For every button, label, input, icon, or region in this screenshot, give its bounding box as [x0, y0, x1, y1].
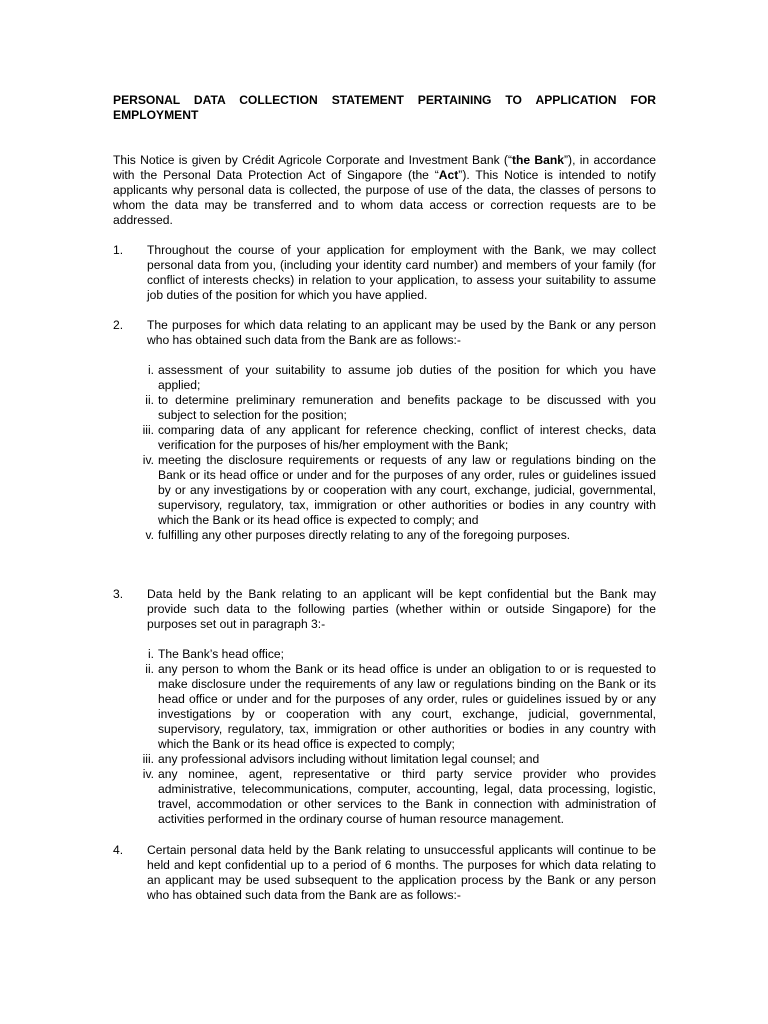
section-number: 1. [113, 243, 124, 257]
list-item-number: iv. [142, 453, 154, 467]
section-text: The purposes for which data relating to an applicant may be used by the Bank or any person who has obtained such data from the Bank are as follows:- [147, 318, 656, 347]
list-item-text: meeting the disclosure requirements or requests of any law or regulations binding on the Bank or its head office or under and for the purposes of any order, rules or guidelines issued by or any investigations by or cooperation with any court, exchange, judicial, governmental, supervisory, regulatory, tax, immigration or other authorities or bodies in any country with which the Bank or its head office is expected to comply; and [158, 453, 656, 527]
list-item [145, 393, 656, 423]
list-item-number: iii. [142, 752, 154, 766]
section-3-list [113, 647, 656, 827]
section-text: Data held by the Bank relating to an applicant will be kept confidential but the Bank may provide such data to the following parties (whether within or outside Singapore) for the purposes set out in paragraph 3:- [147, 587, 656, 631]
section-number: 2. [113, 318, 124, 332]
section-text: Throughout the course of your application for employment with the Bank, we may collect personal data from you, (including your identity card number) and members of your family (for conflict of interests checks) in relation to your application, to assess your suitability to assume job duties of the position for which you have applied. [147, 243, 656, 302]
list-item [145, 528, 656, 543]
intro-text-1: This Notice is given by Crédit Agricole Corporate and Investment Bank (“ [113, 153, 512, 167]
list-item [147, 647, 656, 662]
intro-bold-act: Act [438, 168, 459, 182]
section-number: 3. [113, 587, 124, 601]
list-item-number: iv. [142, 767, 154, 781]
document-page [113, 93, 656, 903]
list-item-text: comparing data of any applicant for reference checking, conflict of interest checks, data verification for the purposes of his/her employment with the Bank; [158, 423, 656, 452]
list-item [142, 453, 656, 528]
section-text: Certain personal data held by the Bank relating to unsuccessful applicants will continue to be held and kept confidential up to a period of 6 months. The purposes for which data relating to an applicant may be used subsequent to the application process by the Bank or any person who has obtained such data from the Bank are as follows:- [147, 843, 656, 902]
list-item-text: fulfilling any other purposes directly relating to any of the foregoing purposes. [158, 528, 571, 542]
list-item-number: i. [147, 363, 154, 377]
list-item [147, 363, 656, 393]
list-item [142, 767, 656, 827]
list-item-number: ii. [145, 393, 154, 407]
section-4 [113, 843, 656, 903]
section-3 [113, 587, 656, 632]
list-item-number: v. [145, 528, 154, 542]
list-item-text: assessment of your suitability to assume job duties of the position for which you have applied; [158, 363, 656, 392]
intro-text-3: ”). This Notice is intended to notify applicants why personal data is collected, the purpose of use of the data, the classes of persons to whom the data may be transferred and to whom data access or correction requests are to be addressed. [113, 168, 656, 227]
list-item-number: ii. [145, 662, 154, 676]
intro-bold-the-bank: the Bank [511, 153, 565, 167]
list-item-text: any professional advisors including without limitation legal counsel; and [158, 752, 540, 766]
list-item-number: i. [147, 647, 154, 661]
intro-text-2: ”), in accordance with the Personal Data Protection Act of Singapore (the “ [113, 153, 656, 182]
document-title: PERSONAL DATA COLLECTION STATEMENT PERTAINING TO APPLICATION FOR EMPLOYMENT [113, 93, 656, 122]
section-2 [113, 318, 656, 348]
list-item [142, 752, 656, 767]
list-item [142, 423, 656, 453]
section-1 [113, 243, 656, 303]
list-item-text: The Bank’s head office; [158, 647, 284, 661]
section-2-list [113, 363, 656, 543]
list-item [145, 662, 656, 752]
list-item-number: iii. [142, 423, 154, 437]
list-item-text: to determine preliminary remuneration and benefits package to be discussed with you subject to selection for the position; [158, 393, 656, 422]
intro-paragraph [113, 153, 656, 228]
list-item-text: any person to whom the Bank or its head office is under an obligation to or is requested to make disclosure under the requirements of any law or regulations binding on the Bank or its head office or under and for the purposes of any order, rules or guidelines issued by or any investigations by or cooperation with any court, exchange, judicial, governmental, supervisory, regulatory, tax, immigration or other authorities or bodies in any country with which the Bank or its head office is expected to comply; [158, 662, 656, 751]
section-number: 4. [113, 843, 124, 857]
list-item-text: any nominee, agent, representative or third party service provider who provides administrative, telecommunications, computer, accounting, legal, data processing, logistic, travel, accommodation or other services to the Bank in connection with administration of activities performed in the ordinary course of human resource management. [158, 767, 656, 826]
